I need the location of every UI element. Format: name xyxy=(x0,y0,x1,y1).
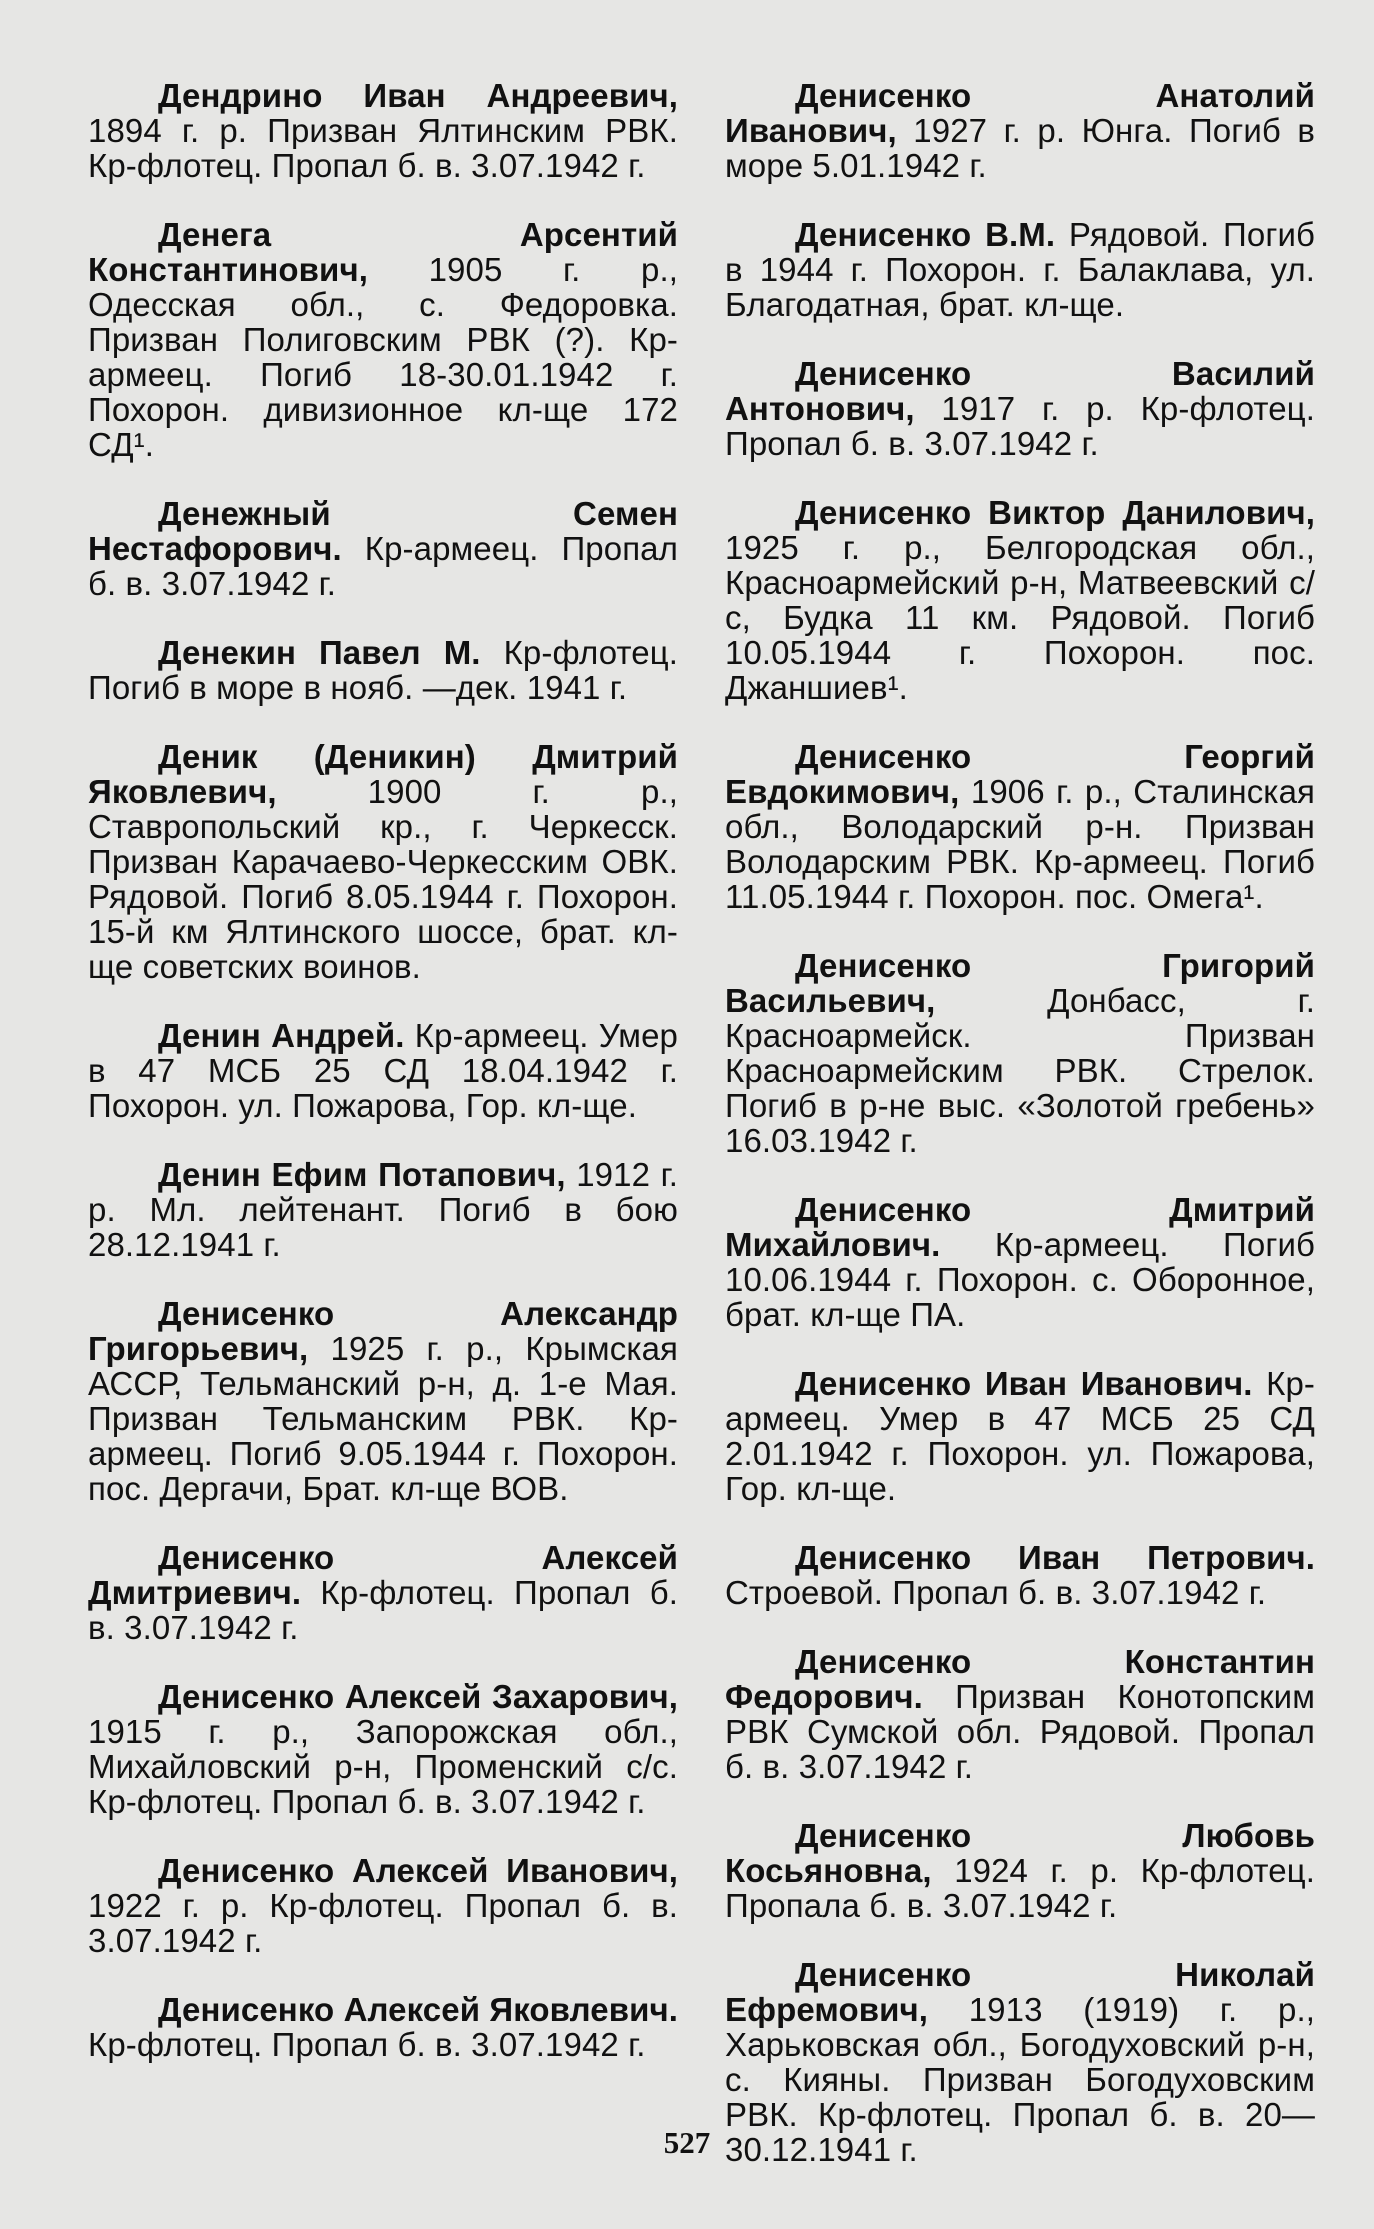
memorial-entry xyxy=(88,78,678,183)
entry-name: Денисенко Василий Антонович, xyxy=(725,355,1315,427)
entry-text: Кр-армеец. Погиб 10.06.1944 г. Похорон. с. Оборонное, брат. кл-ще ПА. xyxy=(725,1226,1315,1333)
memorial-entry xyxy=(725,1540,1315,1610)
entry-name: Денисенко Алексей Яковлевич. xyxy=(158,1991,678,2028)
entry-text: 1927 г. р. Юнга. Погиб в море 5.01.1942 г. xyxy=(725,112,1315,184)
entry-text: 1924 г. р. Кр-флотец. Пропала б. в. 3.07.1942 г. xyxy=(725,1852,1315,1924)
entry-text: 1894 г. р. Призван Ялтинским РВК. Кр-флотец. Пропал б. в. 3.07.1942 г. xyxy=(88,112,678,184)
memorial-entry xyxy=(725,1644,1315,1784)
memorial-entry xyxy=(88,1992,678,2062)
memorial-entry xyxy=(88,217,678,462)
entry-name: Денин Андрей. xyxy=(158,1017,405,1054)
memorial-entry xyxy=(88,1018,678,1123)
entry-text: 1905 г. р., Одесская обл., с. Федоровка. Призван Полиговским РВК (?). Кр-армеец. Погиб 18-30.01.1942 г. Похорон. дивизионное кл-ще 172 СД¹. xyxy=(88,251,678,463)
entry-text: Кр-армеец. Умер в 47 МСБ 25 СД 18.04.1942 г. Похорон. ул. Пожарова, Гор. кл-ще. xyxy=(88,1017,679,1124)
memorial-entry xyxy=(725,78,1315,183)
memorial-entry xyxy=(725,1366,1315,1506)
memorial-entry xyxy=(725,217,1315,322)
entry-text: Строевой. Пропал б. в. 3.07.1942 г. xyxy=(725,1574,1267,1611)
entry-text: 1917 г. р. Кр-флотец. Пропал б. в. 3.07.1942 г. xyxy=(725,390,1315,462)
entry-name: Денисенко Константин Федорович. xyxy=(725,1643,1315,1715)
memorial-entry xyxy=(88,1540,678,1645)
memorial-entry xyxy=(725,356,1315,461)
entry-text: 1906 г. р., Сталинская обл., Володарский р-н. Призван Володарским РВК. Кр-армеец. Погиб 11.05.1944 г. Похорон. пос. Омега¹. xyxy=(725,773,1315,915)
entry-text: 1922 г. р. Кр-флотец. Пропал б. в. 3.07.1942 г. xyxy=(88,1887,678,1959)
entry-text: 1915 г. р., Запорожская обл., Михайловский р-н, Променский с/с. Кр-флотец. Пропал б. в. 3.07.1942 г. xyxy=(88,1713,678,1820)
entry-text: Призван Конотопским РВК Сумской обл. Рядовой. Пропал б. в. 3.07.1942 г. xyxy=(725,1678,1315,1785)
entry-text: 1913 (1919) г. р., Харьковская обл., Богодуховский р-н, с. Кияны. Призван Богодуховским РВК. Кр-флотец. Пропал б. в. 20—30.12.1941 г. xyxy=(725,1991,1315,2168)
memorial-entry xyxy=(88,496,678,601)
entry-name: Денежный Семен Нестафорович. xyxy=(88,495,678,567)
right-column xyxy=(725,78,1315,2201)
entry-name: Денисенко Анатолий Иванович, xyxy=(725,77,1315,149)
entry-text: Кр-флотец. Пропал б. в. 3.07.1942 г. xyxy=(88,2026,646,2063)
entry-text: 1912 г. р. Мл. лейтенант. Погиб в бою 28.12.1941 г. xyxy=(88,1156,678,1263)
entry-name: Денисенко Григорий Васильевич, xyxy=(725,947,1315,1019)
entry-name: Денекин Павел М. xyxy=(158,634,481,671)
memorial-entry xyxy=(725,1192,1315,1332)
left-column xyxy=(88,78,678,2096)
entry-text: Донбасс, г. Красноармейск. Призван Красноармейским РВК. Стрелок. Погиб в р-не выс. «Золотой гребень» 16.03.1942 г. xyxy=(725,982,1315,1159)
memorial-entry xyxy=(88,1157,678,1262)
memorial-entry xyxy=(88,739,678,984)
entry-name: Денисенко Дмитрий Михайлович. xyxy=(725,1191,1315,1263)
entry-text: Рядовой. Погиб в 1944 г. Похорон. г. Балаклава, ул. Благодатная, брат. кл-ще. xyxy=(725,216,1315,323)
entry-name: Денисенко В.М. xyxy=(795,216,1056,253)
memorial-entry xyxy=(725,495,1315,705)
entry-text: Кр-флотец. Пропал б. в. 3.07.1942 г. xyxy=(88,1574,678,1646)
entry-name: Денин Ефим Потапович, xyxy=(158,1156,566,1193)
entry-text: Кр-флотец. Погиб в море в нояб. —дек. 1941 г. xyxy=(88,634,678,706)
entry-text: 1900 г. р., Ставропольский кр., г. Черкесск. Призван Карачаево-Черкесским ОВК. Рядовой. Погиб 8.05.1944 г. Похорон. 15-й км Ялтинского шоссе, брат. кл-ще советских воинов. xyxy=(88,773,678,985)
entry-name: Денисенко Иван Петрович. xyxy=(795,1539,1315,1576)
entry-name: Денисенко Алексей Дмитриевич. xyxy=(88,1539,678,1611)
memorial-entry xyxy=(725,739,1315,914)
entry-name: Дендрино Иван Андреевич, xyxy=(158,77,678,114)
entry-name: Денисенко Любовь Косьяновна, xyxy=(725,1817,1315,1889)
entry-name: Денисенко Иван Иванович. xyxy=(795,1365,1253,1402)
page-number: 527 xyxy=(663,2125,711,2160)
entry-name: Денисенко Георгий Евдокимович, xyxy=(725,738,1315,810)
entry-text: 1925 г. р., Белгородская обл., Красноармейский р-н, Матвеевский с/с, Будка 11 км. Рядовой. Погиб 10.05.1944 г. Похорон. пос. Джаншиев¹. xyxy=(725,529,1315,706)
entry-name: Денисенко Александр Григорьевич, xyxy=(88,1295,678,1367)
entry-name: Денисенко Николай Ефремович, xyxy=(725,1956,1315,2028)
entry-name: Денисенко Виктор Данилович, xyxy=(795,494,1315,531)
memorial-entry xyxy=(88,1853,678,1958)
entry-name: Денега Арсентий Константинович, xyxy=(88,216,678,288)
entry-name: Денисенко Алексей Иванович, xyxy=(158,1852,678,1889)
memorial-entry xyxy=(725,948,1315,1158)
memorial-entry xyxy=(88,1679,678,1819)
entry-text: Кр-армеец. Умер в 47 МСБ 25 СД 2.01.1942 г. Похорон. ул. Пожарова, Гор. кл-ще. xyxy=(725,1365,1315,1507)
entry-text: Кр-армеец. Пропал б. в. 3.07.1942 г. xyxy=(88,530,678,602)
memorial-entry xyxy=(88,635,678,705)
entry-name: Денисенко Алексей Захарович, xyxy=(158,1678,678,1715)
memorial-entry xyxy=(88,1296,678,1506)
entry-name: Деник (Деникин) Дмитрий Яковлевич, xyxy=(88,738,678,810)
entry-text: 1925 г. р., Крымская АССР, Тельманский р-н, д. 1-е Мая. Призван Тельманским РВК. Кр-армеец. Погиб 9.05.1944 г. Похорон. пос. Дергачи, Брат. кл-ще ВОВ. xyxy=(88,1330,678,1507)
memorial-entry xyxy=(725,1818,1315,1923)
